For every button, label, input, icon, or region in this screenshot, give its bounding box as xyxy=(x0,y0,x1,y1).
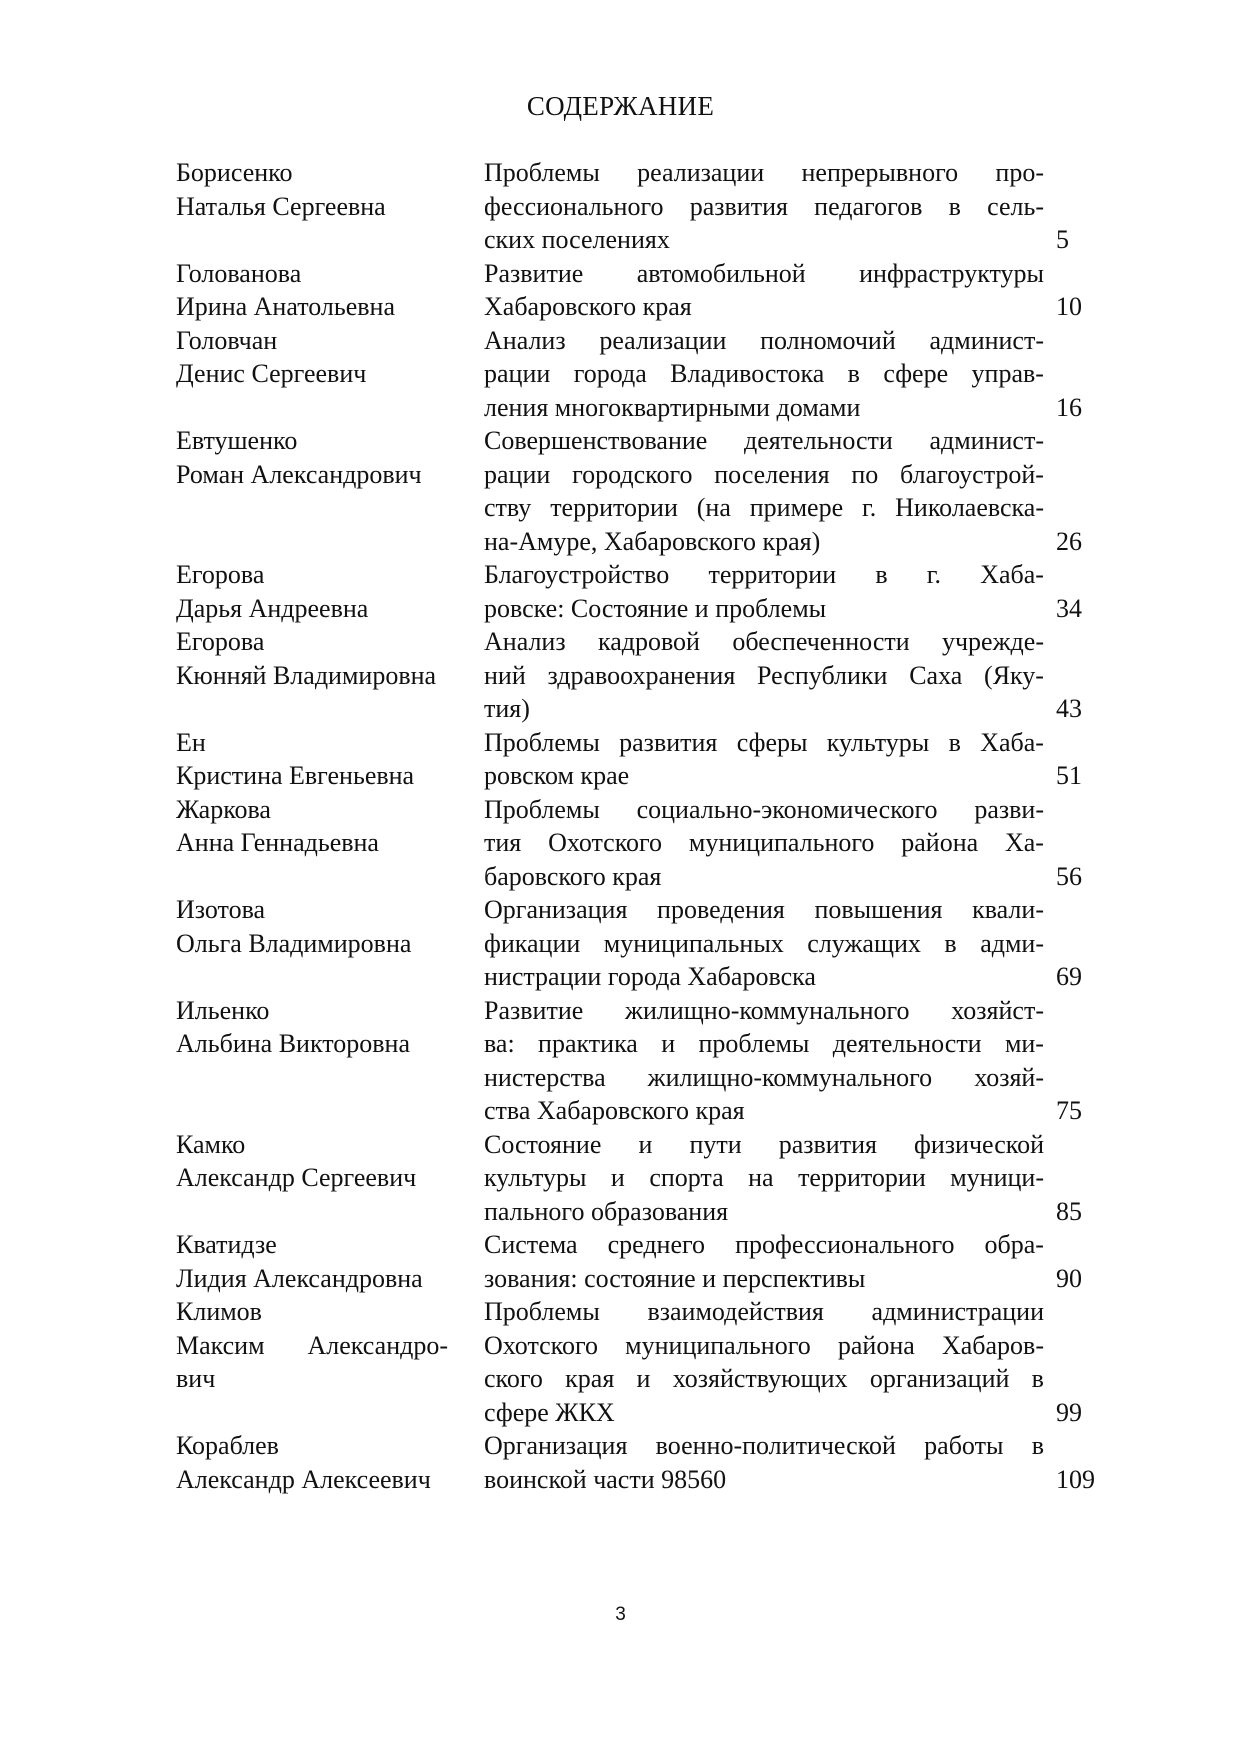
toc-entry-page: 10 xyxy=(1056,292,1082,321)
toc-entry-author xyxy=(176,893,484,960)
page-title: СОДЕРЖАНИЕ xyxy=(526,91,715,121)
toc-entry-title xyxy=(484,793,1044,894)
title-line: ровске: Состояние и проблемы xyxy=(484,593,827,623)
toc-entry-title xyxy=(484,1429,1044,1496)
author-line: Альбина Викторовна xyxy=(176,1029,410,1058)
title-line: Проблемы реализации непрерывного про- xyxy=(484,158,1044,187)
toc-entry xyxy=(176,893,1116,994)
toc-entry-page: 109 xyxy=(1056,1464,1095,1494)
title-line: ления многоквартирными домами xyxy=(484,392,861,422)
title-line: ровском крае xyxy=(484,761,630,790)
author-line: Евтушенко xyxy=(176,426,298,455)
author-line: Кристина Евгеньевна xyxy=(176,761,415,790)
toc-entry-page: 16 xyxy=(1056,392,1082,422)
author-line: Борисенко xyxy=(176,158,293,187)
toc-entry-page: 51 xyxy=(1056,761,1082,790)
title-line: Проблемы социально-экономического разви- xyxy=(484,794,1044,824)
title-line: сфере ЖКХ xyxy=(484,1397,615,1427)
toc-entry-page: 69 xyxy=(1056,962,1082,991)
page-number: 3 xyxy=(615,1604,626,1625)
author-line: Наталья Сергеевна xyxy=(176,191,386,221)
title-line: воинской части 98560 xyxy=(484,1464,727,1494)
title-line: Состояние и пути развития физической xyxy=(484,1129,1044,1159)
title-line: Проблемы развития сферы культуры в Хаба- xyxy=(484,727,1044,757)
title-line: ских поселениях xyxy=(484,225,670,254)
title-line: культуры и спорта на территории муници- xyxy=(484,1163,1044,1192)
title-line: пального образования xyxy=(484,1196,729,1226)
toc-entry-title xyxy=(484,625,1044,726)
title-line: Развитие автомобильной инфраструктуры xyxy=(484,258,1044,288)
toc-entry xyxy=(176,625,1116,726)
toc-entry xyxy=(176,257,1116,324)
author-line: Кораблев xyxy=(176,1431,279,1460)
author-line: Денис Сергеевич xyxy=(176,359,367,388)
title-line: фессионального развития педагогов в сель- xyxy=(484,191,1044,221)
toc-entry-page: 85 xyxy=(1056,1196,1082,1226)
toc-entry-author xyxy=(176,1295,484,1396)
title-line: нистрации города Хабаровска xyxy=(484,962,816,991)
author-line: Климов xyxy=(176,1297,262,1326)
title-line: фикации муниципальных служащих в адми- xyxy=(484,928,1044,958)
toc-entry-author xyxy=(176,324,484,391)
toc-entry-author xyxy=(176,1429,484,1496)
toc-entry-author xyxy=(176,726,484,793)
title-line: ства Хабаровского края xyxy=(484,1096,745,1125)
author-line: Голованова xyxy=(176,258,302,288)
toc-entry xyxy=(176,324,1116,425)
title-line: рации города Владивостока в сфере управ- xyxy=(484,359,1044,388)
title-line: Организация военно-политической работы в xyxy=(484,1431,1044,1460)
toc-entry-title xyxy=(484,726,1044,793)
toc-entry xyxy=(176,1128,1116,1229)
toc-entry-author xyxy=(176,156,484,223)
author-line: Анна Геннадьевна xyxy=(176,828,379,857)
toc-entry xyxy=(176,1295,1116,1429)
author-line: Александр Сергеевич xyxy=(176,1163,417,1192)
title-line: Благоустройство территории в г. Хаба- xyxy=(484,560,1044,589)
toc-entry-author xyxy=(176,424,484,491)
toc-entry-page: 26 xyxy=(1056,526,1082,556)
toc-entry-page: 5 xyxy=(1056,225,1069,254)
title-line: Хабаровского края xyxy=(484,292,692,321)
title-line: Анализ кадровой обеспеченности учрежде- xyxy=(484,627,1044,656)
author-line: Кватидзе xyxy=(176,1230,277,1259)
author-line: Максим Александро- xyxy=(176,1330,448,1360)
title-line: Анализ реализации полномочий админист- xyxy=(484,325,1044,355)
author-line: Ольга Владимировна xyxy=(176,928,412,958)
title-line: Охотского муниципального района Хабаров- xyxy=(484,1330,1044,1360)
toc-entry xyxy=(176,1228,1116,1295)
author-line: Егорова xyxy=(176,627,265,656)
toc-entry-author xyxy=(176,793,484,860)
title-line: рации городского поселения по благоустрой- xyxy=(484,459,1044,489)
toc-entry xyxy=(176,994,1116,1128)
toc-entry-title xyxy=(484,893,1044,994)
author-line: Ирина Анатольевна xyxy=(176,292,395,321)
toc-entry-title xyxy=(484,1295,1044,1429)
toc-entry-title xyxy=(484,1128,1044,1229)
title-line: на-Амуре, Хабаровского края) xyxy=(484,526,821,556)
toc-entry-page: 34 xyxy=(1056,593,1082,623)
toc-entry-author xyxy=(176,257,484,324)
title-line: тия Охотского муниципального района Ха- xyxy=(484,828,1044,857)
title-line: Система среднего профессионального обра- xyxy=(484,1230,1044,1259)
author-line: Ен xyxy=(176,727,206,757)
title-line: Развитие жилищно-коммунального хозяйст- xyxy=(484,995,1044,1025)
toc-entry xyxy=(176,558,1116,625)
author-line: Головчан xyxy=(176,325,278,355)
toc-entry-title xyxy=(484,424,1044,558)
title-line: зования: состояние и перспективы xyxy=(484,1263,866,1293)
toc-entry xyxy=(176,156,1116,257)
title-line: ству территории (на примере г. Николаевска- xyxy=(484,493,1044,522)
author-line: Кюнняй Владимировна xyxy=(176,660,437,690)
title-line: нистерства жилищно-коммунального хозяй- xyxy=(484,1062,1044,1092)
toc-entry-title xyxy=(484,558,1044,625)
author-line: вич xyxy=(176,1364,216,1393)
author-line: Дарья Андреевна xyxy=(176,593,369,623)
author-line: Егорова xyxy=(176,560,265,589)
toc-entry xyxy=(176,793,1116,894)
author-line: Лидия Александровна xyxy=(176,1263,423,1293)
author-line: Роман Александрович xyxy=(176,459,422,489)
toc-entry xyxy=(176,1429,1116,1496)
toc-entry-title xyxy=(484,324,1044,425)
toc-entry-page: 56 xyxy=(1056,861,1082,891)
author-line: Жаркова xyxy=(176,794,271,824)
title-line: ний здравоохранения Республики Саха (Яку- xyxy=(484,660,1044,690)
title-line: тия) xyxy=(484,694,530,723)
toc-entry-page: 75 xyxy=(1056,1096,1082,1125)
author-line: Ильенко xyxy=(176,995,270,1025)
title-line: Организация проведения повышения квали- xyxy=(484,895,1044,924)
toc-entry-author xyxy=(176,1228,484,1295)
author-line: Изотова xyxy=(176,895,266,924)
title-line: баровского края xyxy=(484,861,662,891)
toc-entry-title xyxy=(484,994,1044,1128)
author-line: Александр Алексеевич xyxy=(176,1464,431,1494)
toc-entry-author xyxy=(176,558,484,625)
title-line: ского края и хозяйствующих организаций в xyxy=(484,1364,1044,1393)
toc-entry-author xyxy=(176,625,484,692)
toc-entry xyxy=(176,726,1116,793)
toc-entry-author xyxy=(176,1128,484,1195)
toc-entry-page: 43 xyxy=(1056,694,1082,723)
toc-entry-page: 90 xyxy=(1056,1263,1082,1293)
toc-entry-title xyxy=(484,156,1044,257)
author-line: Камко xyxy=(176,1129,246,1159)
toc-entry-title xyxy=(484,1228,1044,1295)
toc-entry xyxy=(176,424,1116,558)
table-of-contents xyxy=(176,156,1116,1496)
title-line: Проблемы взаимодействия администрации xyxy=(484,1297,1044,1326)
toc-entry-author xyxy=(176,994,484,1061)
title-line: ва: практика и проблемы деятельности ми- xyxy=(484,1029,1044,1058)
toc-entry-title xyxy=(484,257,1044,324)
toc-entry-page: 99 xyxy=(1056,1397,1082,1427)
title-line: Совершенствование деятельности админист- xyxy=(484,426,1044,455)
